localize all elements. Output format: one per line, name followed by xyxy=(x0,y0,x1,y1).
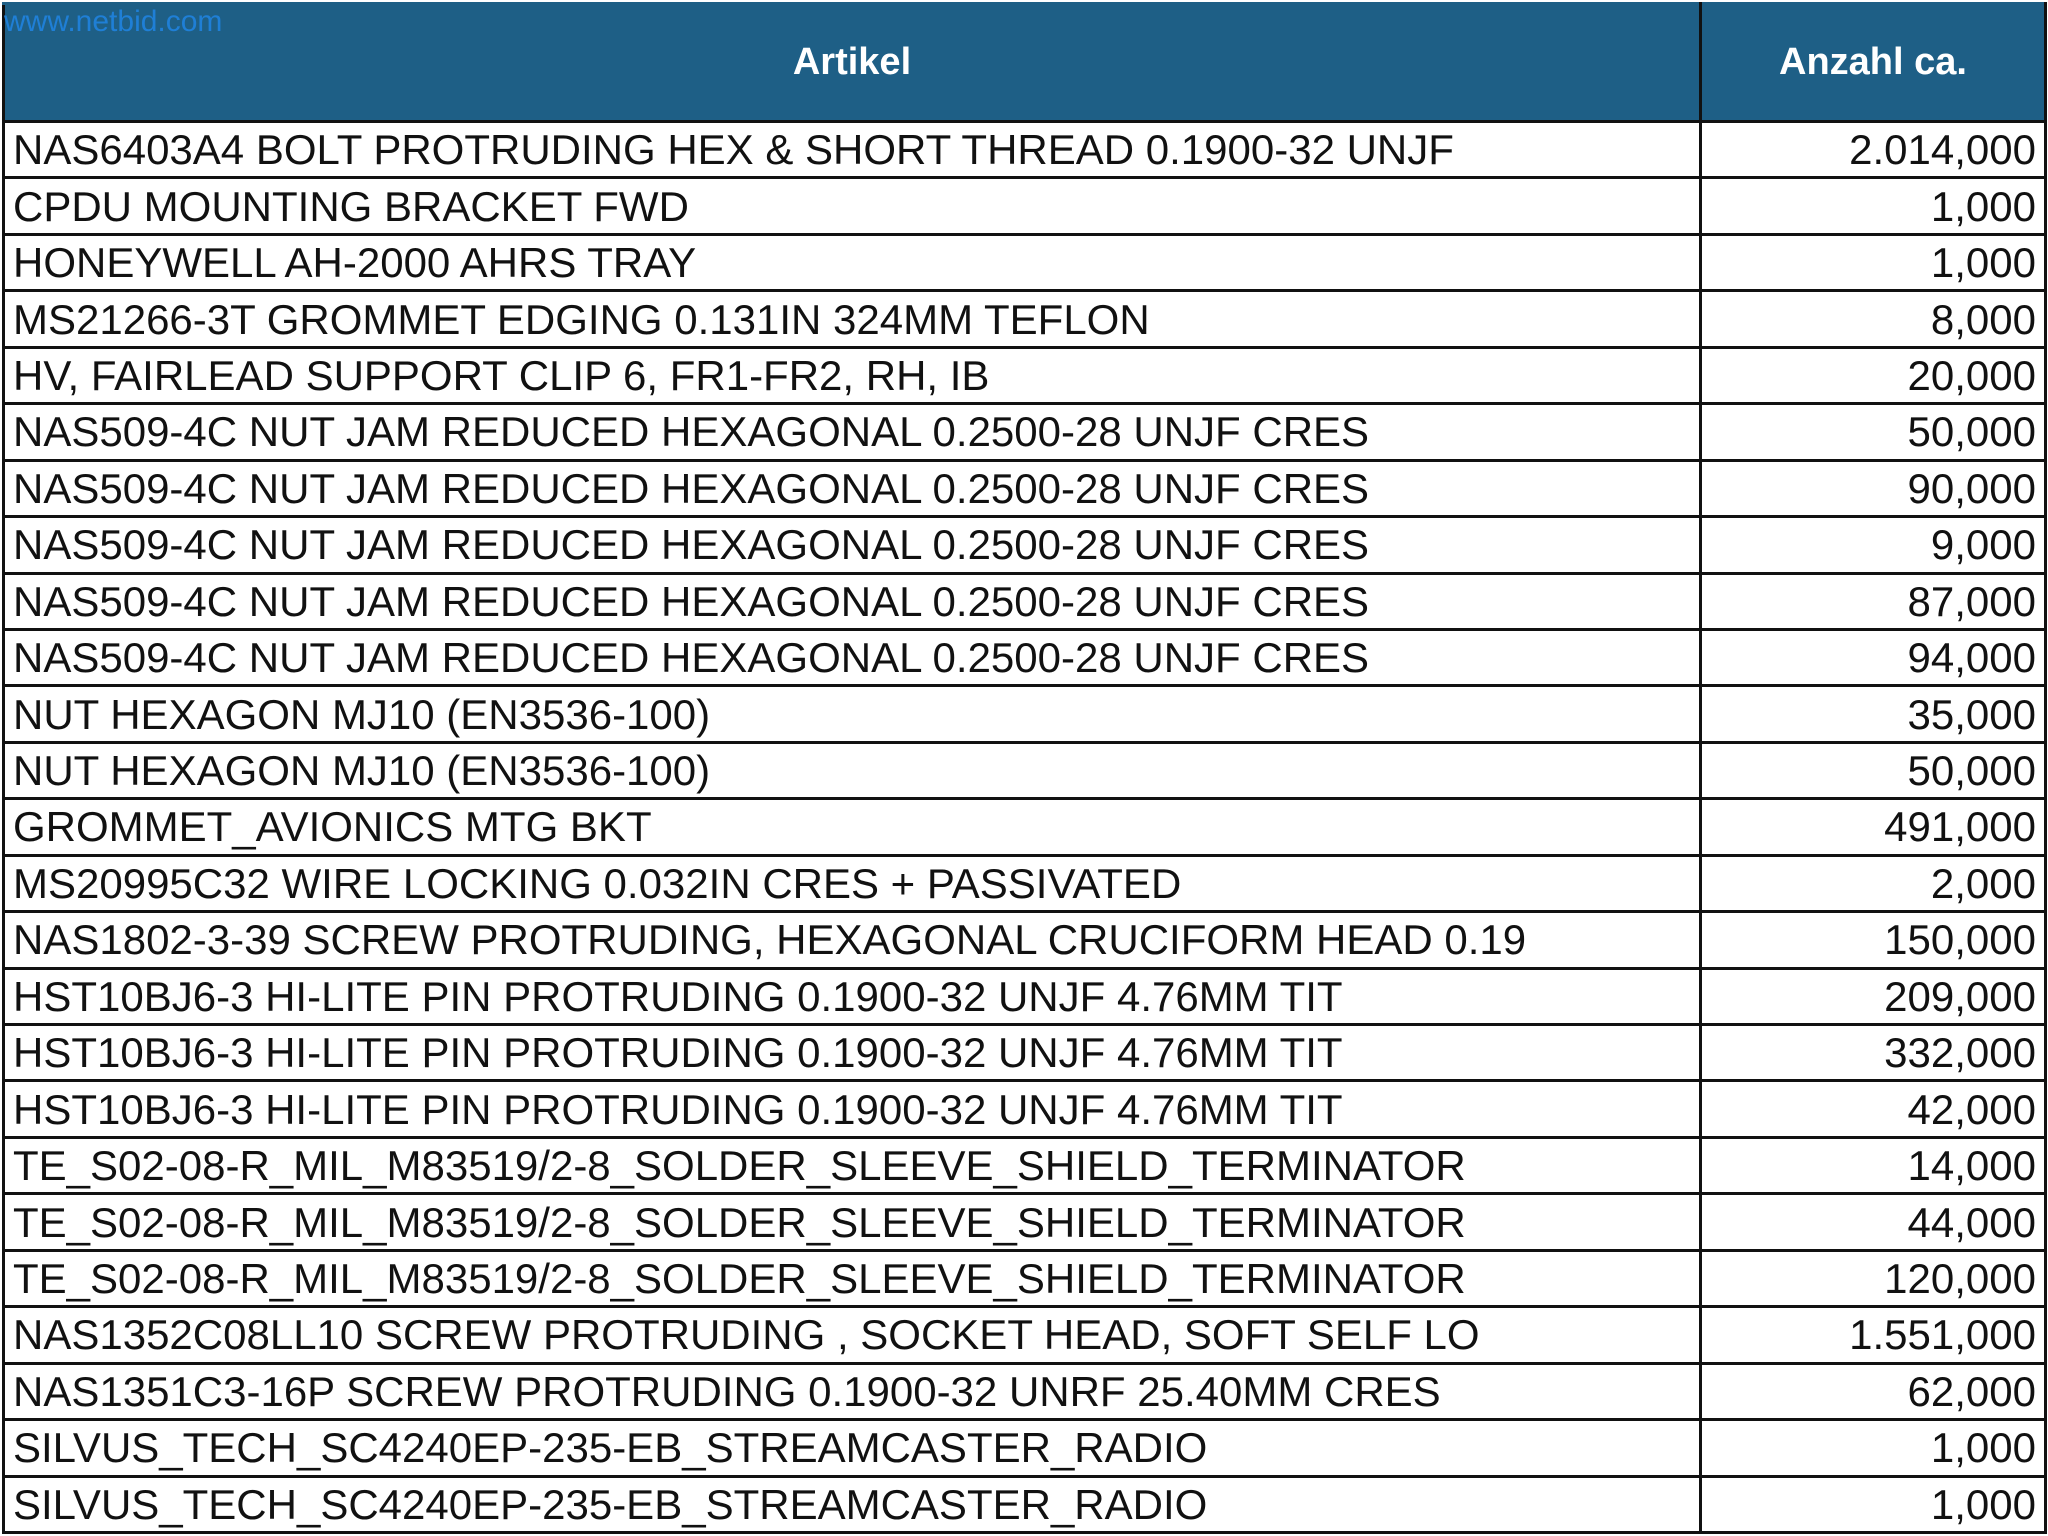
cell-anzahl: 50,000 xyxy=(1701,404,2046,460)
cell-anzahl: 90,000 xyxy=(1701,460,2046,516)
column-header-artikel: Artikel xyxy=(4,4,1701,122)
cell-artikel: NUT HEXAGON MJ10 (EN3536-100) xyxy=(4,686,1701,742)
cell-artikel: NAS1352C08LL10 SCREW PROTRUDING , SOCKET HEAD, SOFT SELF LO xyxy=(4,1307,1701,1363)
column-header-anzahl: Anzahl ca. xyxy=(1701,4,2046,122)
cell-artikel: CPDU MOUNTING BRACKET FWD xyxy=(4,178,1701,234)
table-row xyxy=(4,1081,2046,1137)
cell-anzahl: 87,000 xyxy=(1701,573,2046,629)
cell-anzahl: 209,000 xyxy=(1701,968,2046,1024)
cell-artikel: NAS1802-3-39 SCREW PROTRUDING, HEXAGONAL CRUCIFORM HEAD 0.19 xyxy=(4,912,1701,968)
table-row xyxy=(4,460,2046,516)
cell-anzahl: 94,000 xyxy=(1701,629,2046,685)
cell-anzahl: 35,000 xyxy=(1701,686,2046,742)
table-row xyxy=(4,629,2046,685)
table-header xyxy=(4,4,2046,122)
cell-anzahl: 332,000 xyxy=(1701,1025,2046,1081)
table-row xyxy=(4,912,2046,968)
cell-artikel: SILVUS_TECH_SC4240EP-235-EB_STREAMCASTER_RADIO xyxy=(4,1476,1701,1533)
table-row xyxy=(4,855,2046,911)
cell-artikel: NUT HEXAGON MJ10 (EN3536-100) xyxy=(4,742,1701,798)
table-row xyxy=(4,686,2046,742)
cell-anzahl: 2,000 xyxy=(1701,855,2046,911)
cell-anzahl: 50,000 xyxy=(1701,742,2046,798)
cell-artikel: SILVUS_TECH_SC4240EP-235-EB_STREAMCASTER_RADIO xyxy=(4,1420,1701,1476)
table-row xyxy=(4,122,2046,178)
cell-anzahl: 20,000 xyxy=(1701,347,2046,403)
table-row xyxy=(4,1307,2046,1363)
cell-anzahl: 120,000 xyxy=(1701,1250,2046,1306)
cell-artikel: NAS509-4C NUT JAM REDUCED HEXAGONAL 0.2500-28 UNJF CRES xyxy=(4,460,1701,516)
cell-anzahl: 62,000 xyxy=(1701,1363,2046,1419)
cell-artikel: TE_S02-08-R_MIL_M83519/2-8_SOLDER_SLEEVE_SHIELD_TERMINATOR xyxy=(4,1137,1701,1193)
cell-artikel: NAS509-4C NUT JAM REDUCED HEXAGONAL 0.2500-28 UNJF CRES xyxy=(4,404,1701,460)
cell-anzahl: 491,000 xyxy=(1701,799,2046,855)
table-row xyxy=(4,968,2046,1024)
cell-anzahl: 42,000 xyxy=(1701,1081,2046,1137)
cell-anzahl: 1.551,000 xyxy=(1701,1307,2046,1363)
table-row xyxy=(4,1476,2046,1533)
cell-anzahl: 2.014,000 xyxy=(1701,122,2046,178)
table-row xyxy=(4,1363,2046,1419)
cell-artikel: NAS509-4C NUT JAM REDUCED HEXAGONAL 0.2500-28 UNJF CRES xyxy=(4,573,1701,629)
table-row xyxy=(4,517,2046,573)
table-row xyxy=(4,799,2046,855)
table-row xyxy=(4,347,2046,403)
table-row xyxy=(4,404,2046,460)
cell-artikel: HST10BJ6-3 HI-LITE PIN PROTRUDING 0.1900-32 UNJF 4.76MM TIT xyxy=(4,1025,1701,1081)
cell-anzahl: 1,000 xyxy=(1701,178,2046,234)
cell-artikel: TE_S02-08-R_MIL_M83519/2-8_SOLDER_SLEEVE_SHIELD_TERMINATOR xyxy=(4,1250,1701,1306)
cell-anzahl: 1,000 xyxy=(1701,234,2046,290)
header-row xyxy=(4,4,2046,122)
cell-artikel: MS20995C32 WIRE LOCKING 0.032IN CRES + PASSIVATED xyxy=(4,855,1701,911)
cell-anzahl: 1,000 xyxy=(1701,1420,2046,1476)
table-row xyxy=(4,178,2046,234)
table-body xyxy=(4,122,2046,1533)
table-row xyxy=(4,573,2046,629)
cell-anzahl: 8,000 xyxy=(1701,291,2046,347)
table-row xyxy=(4,1420,2046,1476)
table-row xyxy=(4,1025,2046,1081)
parts-table xyxy=(2,2,2047,1534)
cell-artikel: NAS6403A4 BOLT PROTRUDING HEX & SHORT THREAD 0.1900-32 UNJF xyxy=(4,122,1701,178)
table-row xyxy=(4,1137,2046,1193)
cell-artikel: HONEYWELL AH-2000 AHRS TRAY xyxy=(4,234,1701,290)
cell-artikel: TE_S02-08-R_MIL_M83519/2-8_SOLDER_SLEEVE_SHIELD_TERMINATOR xyxy=(4,1194,1701,1250)
table-row xyxy=(4,234,2046,290)
cell-artikel: HV, FAIRLEAD SUPPORT CLIP 6, FR1-FR2, RH, IB xyxy=(4,347,1701,403)
cell-artikel: NAS509-4C NUT JAM REDUCED HEXAGONAL 0.2500-28 UNJF CRES xyxy=(4,517,1701,573)
cell-artikel: MS21266-3T GROMMET EDGING 0.131IN 324MM TEFLON xyxy=(4,291,1701,347)
cell-artikel: HST10BJ6-3 HI-LITE PIN PROTRUDING 0.1900-32 UNJF 4.76MM TIT xyxy=(4,968,1701,1024)
cell-artikel: NAS509-4C NUT JAM REDUCED HEXAGONAL 0.2500-28 UNJF CRES xyxy=(4,629,1701,685)
cell-anzahl: 1,000 xyxy=(1701,1476,2046,1533)
cell-artikel: HST10BJ6-3 HI-LITE PIN PROTRUDING 0.1900-32 UNJF 4.76MM TIT xyxy=(4,1081,1701,1137)
watermark-text: www.netbid.com xyxy=(4,5,223,38)
cell-artikel: NAS1351C3-16P SCREW PROTRUDING 0.1900-32 UNRF 25.40MM CRES xyxy=(4,1363,1701,1419)
cell-anzahl: 9,000 xyxy=(1701,517,2046,573)
table-row xyxy=(4,742,2046,798)
cell-anzahl: 44,000 xyxy=(1701,1194,2046,1250)
table-row xyxy=(4,1194,2046,1250)
table-row xyxy=(4,1250,2046,1306)
cell-anzahl: 14,000 xyxy=(1701,1137,2046,1193)
cell-artikel: GROMMET_AVIONICS MTG BKT xyxy=(4,799,1701,855)
cell-anzahl: 150,000 xyxy=(1701,912,2046,968)
table-row xyxy=(4,291,2046,347)
